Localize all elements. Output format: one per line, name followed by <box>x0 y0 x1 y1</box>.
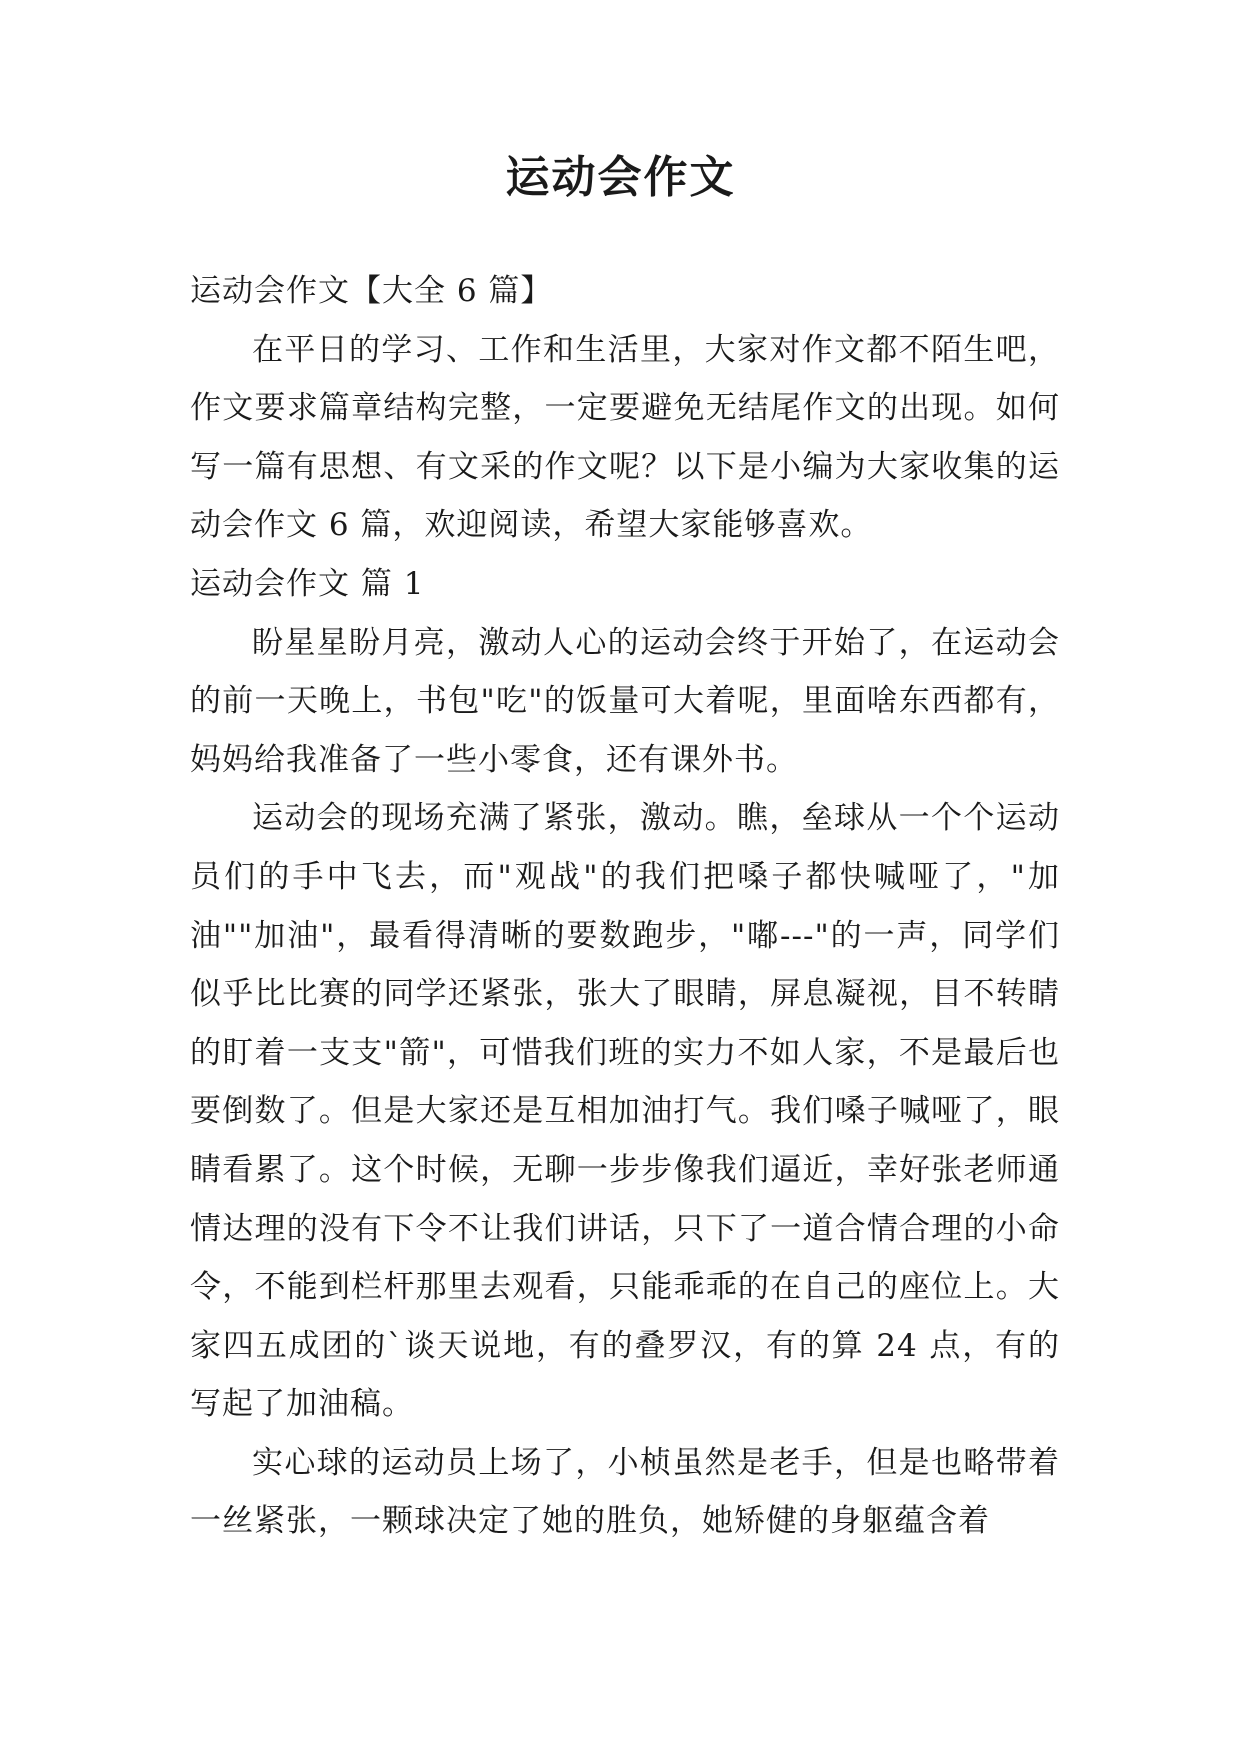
paragraph-1: 盼星星盼月亮，激动人心的运动会终于开始了，在运动会的前一天晚上，书包"吃"的饭量可大着呢，里面啥东西都有，妈妈给我准备了一些小零食，还有课外书。 <box>190 624 1060 778</box>
document-subtitle: 运动会作文【大全 6 篇】 <box>190 273 553 309</box>
document-body <box>190 262 1060 1551</box>
section-heading: 运动会作文 篇 1 <box>190 565 425 602</box>
intro-paragraph: 在平日的学习、工作和生活里，大家对作文都不陌生吧，作文要求篇章结构完整，一定要避免无结尾作文的出现。如何写一篇有思想、有文采的作文呢？以下是小编为大家收集的运动会作文 6 篇，欢迎阅读，希望大家能够喜欢。 <box>190 331 1060 544</box>
paragraph-3: 实心球的运动员上场了，小桢虽然是老手，但是也略带着一丝紧张，一颗球决定了她的胜负，她矫健的身躯蕴含着 <box>190 1444 1060 1540</box>
paragraph-2: 运动会的现场充满了紧张，激动。瞧，垒球从一个个运动员们的手中飞去，而"观战"的我们把嗓子都快喊哑了，"加油""加油"，最看得清晰的要数跑步，"嘟---"的一声，同学们似乎比比赛的同学还紧张，张大了眼睛，屏息凝视，目不转睛的盯着一支支"箭"，可惜我们班的实力不如人家，不是最后也要倒数了。但是大家还是互相加油打气。我们嗓子喊哑了，眼睛看累了。这个时候，无聊一步步像我们逼近，幸好张老师通情达理的没有下令不让我们讲话，只下了一道合情合理的小命令，不能到栏杆那里去观看，只能乖乖的在自己的座位上。大家四五成团的`谈天说地，有的叠罗汉，有的算 24 点，有的写起了加油稿。 <box>190 800 1060 1423</box>
document-title: 运动会作文 <box>505 152 736 203</box>
